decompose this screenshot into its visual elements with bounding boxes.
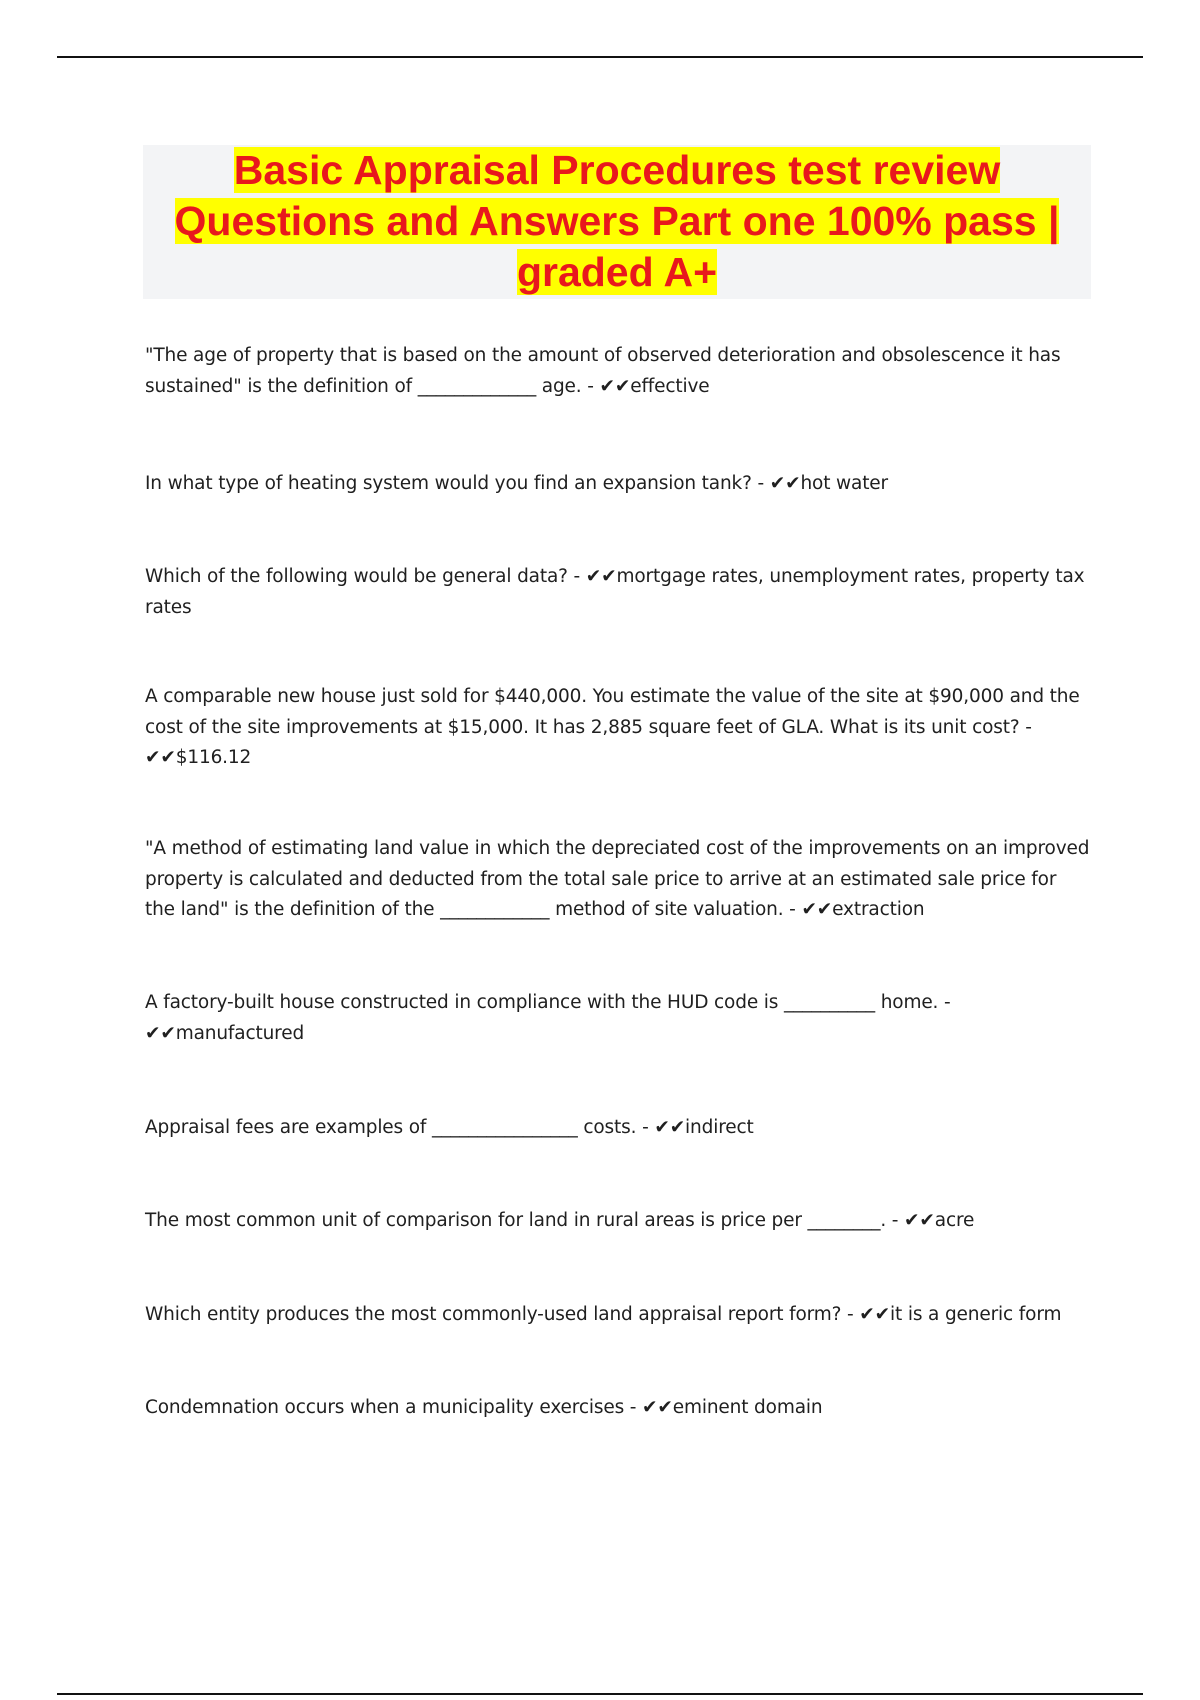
- header-rule: [57, 56, 1143, 58]
- qa-item: A comparable new house just sold for $440,000. You estimate the value of the site at $90,000 and the cost of the site improvements at $15,000. It has 2,885 square feet of GLA. What is its unit cost? - ✔✔$116.12: [145, 686, 1080, 768]
- qa-item: A factory-built house constructed in compliance with the HUD code is __________ home. - ✔✔manufactured: [145, 992, 951, 1044]
- qa-item: "The age of property that is based on the amount of observed deterioration and obsolescence it has sustained" is the definition of _____________ age. - ✔✔effective: [145, 345, 1061, 397]
- footer-rule: [57, 1693, 1143, 1695]
- qa-item: In what type of heating system would you find an expansion tank? - ✔✔hot water: [145, 473, 888, 494]
- qa-item: Condemnation occurs when a municipality exercises - ✔✔eminent domain: [145, 1397, 823, 1418]
- qa-item: Appraisal fees are examples of ________________ costs. - ✔✔indirect: [145, 1117, 754, 1138]
- qa-item: The most common unit of comparison for land in rural areas is price per ________. - ✔✔acre: [145, 1210, 975, 1231]
- qa-item: "A method of estimating land value in which the depreciated cost of the improvements on an improved property is calculated and deducted from the total sale price to arrive at an estimated sale price for the land" is the definition of the ____________ method of site valuation. - ✔✔extraction: [145, 838, 1090, 920]
- document-title: [143, 145, 1091, 298]
- qa-item: Which of the following would be general data? - ✔✔mortgage rates, unemployment rates, property tax rates: [145, 566, 1085, 618]
- qa-item: Which entity produces the most commonly-used land appraisal report form? - ✔✔it is a generic form: [145, 1304, 1062, 1325]
- title-highlight: Basic Appraisal Procedures test review Questions and Answers Part one 100% pass | graded A+: [174, 147, 1060, 295]
